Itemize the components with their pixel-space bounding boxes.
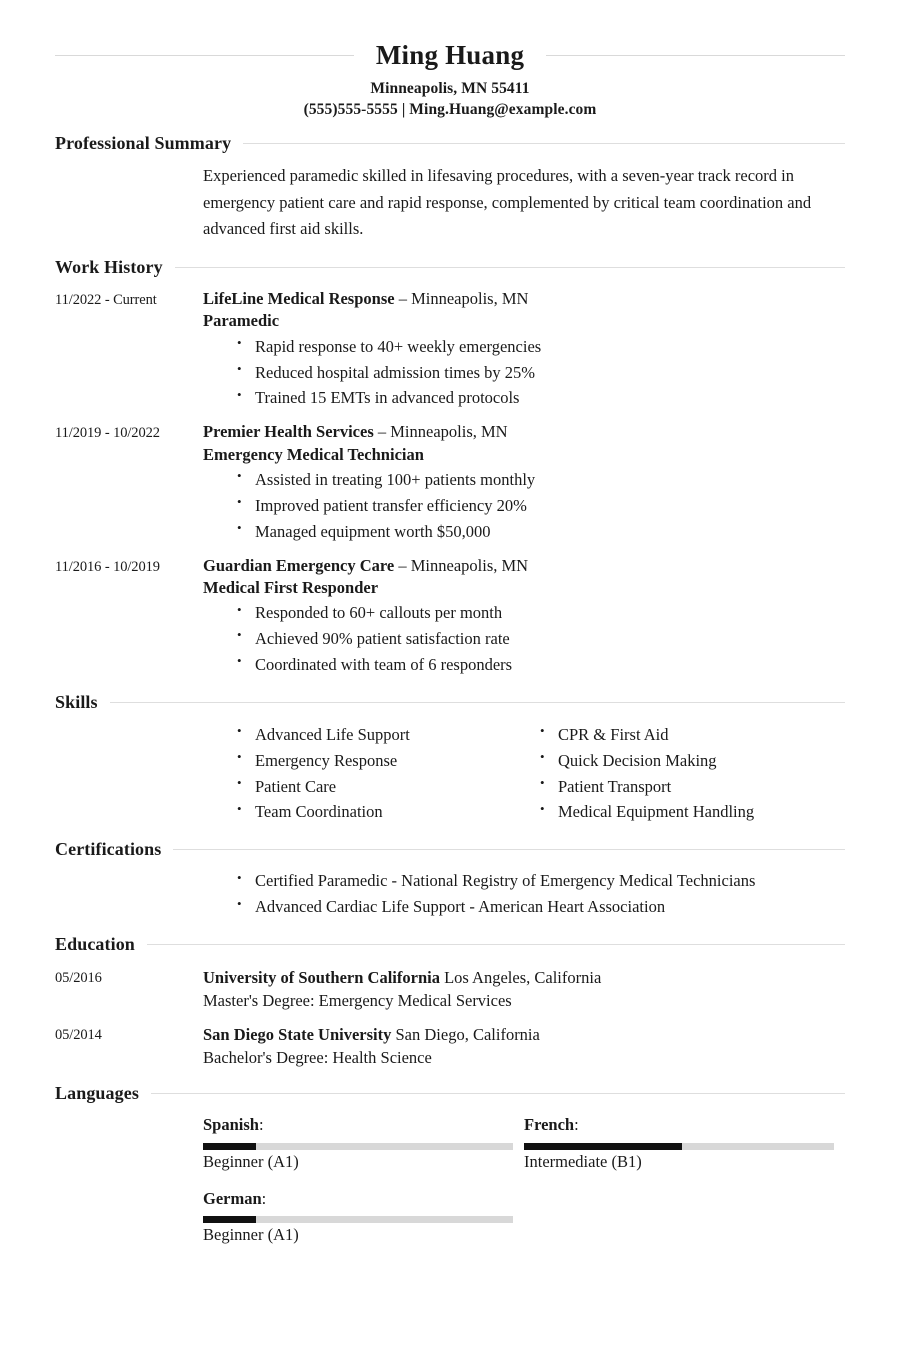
work-company: Guardian Emergency Care bbox=[203, 555, 395, 575]
education-details bbox=[203, 1023, 845, 1069]
language-column-right bbox=[524, 1113, 845, 1260]
work-company-line bbox=[203, 421, 845, 443]
work-separator: – bbox=[398, 555, 407, 575]
language-colon: : bbox=[261, 1188, 267, 1208]
education-school: University of Southern California bbox=[203, 968, 440, 988]
language-proficiency-bar bbox=[203, 1216, 513, 1223]
section-heading bbox=[55, 692, 845, 713]
section-heading bbox=[55, 839, 845, 860]
education-entry bbox=[55, 1023, 845, 1069]
skill-item: • Emergency Response bbox=[255, 748, 524, 774]
section-education bbox=[55, 934, 845, 1069]
education-entry bbox=[55, 966, 845, 1012]
work-bullet: • Reduced hospital admission times by 25% bbox=[255, 360, 845, 386]
certifications-list bbox=[203, 868, 845, 920]
candidate-contact: (555)555-5555 | Ming.Huang@example.com bbox=[303, 101, 597, 118]
section-skills bbox=[55, 692, 845, 826]
education-place: Los Angeles, California bbox=[444, 968, 602, 988]
skills-list bbox=[203, 722, 524, 826]
work-company-line bbox=[203, 555, 845, 577]
certification-item: • Certified Paramedic - National Registry of Emergency Medical Technicians bbox=[255, 868, 845, 894]
work-bullet: • Coordinated with team of 6 responders bbox=[255, 652, 845, 678]
section-rule bbox=[173, 849, 845, 850]
section-title: Skills bbox=[55, 691, 98, 712]
work-company: LifeLine Medical Response bbox=[203, 289, 395, 309]
work-dates: 11/2019 - 10/2022 bbox=[55, 425, 160, 442]
language-proficiency-fill bbox=[203, 1143, 256, 1150]
language-colon: : bbox=[574, 1115, 579, 1135]
work-bullet: • Trained 15 EMTs in advanced protocols bbox=[255, 385, 845, 411]
work-bullet: • Assisted in treating 100+ patients monthly bbox=[255, 467, 845, 493]
language-proficiency-fill bbox=[203, 1216, 256, 1223]
education-school: San Diego State University bbox=[203, 1025, 392, 1045]
name-row bbox=[55, 40, 845, 71]
language-level: Beginner (A1) bbox=[203, 1151, 299, 1171]
work-bullets bbox=[203, 334, 845, 412]
work-dates: 11/2016 - 10/2019 bbox=[55, 558, 160, 575]
work-entry bbox=[55, 555, 845, 678]
skill-item: • Patient Care bbox=[255, 774, 524, 800]
skill-item: • Medical Equipment Handling bbox=[558, 799, 845, 825]
candidate-name: Ming Huang bbox=[375, 40, 525, 70]
skill-item: • Advanced Life Support bbox=[255, 722, 524, 748]
education-degree: Bachelor's Degree: Health Science bbox=[203, 1048, 432, 1068]
skill-item: • Quick Decision Making bbox=[558, 748, 845, 774]
skill-item: • CPR & First Aid bbox=[558, 722, 845, 748]
skills-list bbox=[524, 722, 845, 826]
work-separator: – bbox=[398, 289, 407, 309]
language-item bbox=[524, 1113, 845, 1172]
skill-item: • Team Coordination bbox=[255, 799, 524, 825]
work-entry bbox=[55, 288, 845, 411]
work-bullet: • Improved patient transfer efficiency 20% bbox=[255, 493, 845, 519]
section-professional-summary bbox=[55, 133, 845, 243]
language-proficiency-fill bbox=[524, 1143, 682, 1150]
language-level: Intermediate (B1) bbox=[524, 1151, 642, 1171]
skills-body bbox=[55, 721, 845, 826]
work-location: Minneapolis, MN bbox=[410, 555, 529, 575]
work-role: Emergency Medical Technician bbox=[203, 444, 424, 464]
language-name-line bbox=[203, 1113, 524, 1136]
work-bullet: • Achieved 90% patient satisfaction rate bbox=[255, 626, 845, 652]
summary-body bbox=[55, 163, 845, 243]
section-rule bbox=[151, 1093, 845, 1094]
section-heading bbox=[55, 934, 845, 955]
language-item bbox=[203, 1187, 524, 1246]
work-bullet: • Rapid response to 40+ weekly emergencies bbox=[255, 334, 845, 360]
work-company-line bbox=[203, 288, 845, 310]
section-rule bbox=[147, 944, 845, 945]
section-title: Education bbox=[55, 934, 135, 955]
certifications-body bbox=[55, 868, 845, 920]
work-dates: 11/2022 - Current bbox=[55, 292, 157, 309]
education-place: San Diego, California bbox=[395, 1025, 540, 1045]
summary-text: Experienced paramedic skilled in lifesaving procedures, with a seven-year track record in emergency patient care and rapid response, complemented by critical team coordination and advanced first aid skills. bbox=[203, 166, 812, 239]
work-location: Minneapolis, MN bbox=[411, 289, 529, 309]
language-proficiency-bar bbox=[524, 1143, 834, 1150]
work-bullets bbox=[203, 600, 845, 678]
section-title: Certifications bbox=[55, 839, 162, 860]
resume-header bbox=[55, 40, 845, 119]
language-column-left bbox=[203, 1113, 524, 1260]
language-name: German bbox=[203, 1188, 262, 1208]
work-details bbox=[203, 288, 845, 411]
section-languages bbox=[55, 1083, 845, 1260]
header-rule-left bbox=[55, 55, 354, 56]
work-separator: – bbox=[377, 422, 387, 442]
language-name: French bbox=[524, 1115, 575, 1135]
education-school-line bbox=[203, 1023, 845, 1046]
skills-column-right bbox=[524, 721, 845, 826]
language-item bbox=[203, 1113, 524, 1172]
section-heading bbox=[55, 133, 845, 154]
section-rule bbox=[175, 267, 845, 268]
work-role: Medical First Responder bbox=[203, 577, 379, 597]
section-heading bbox=[55, 1083, 845, 1104]
education-date: 05/2016 bbox=[55, 970, 102, 987]
language-name: Spanish bbox=[203, 1115, 259, 1135]
section-heading bbox=[55, 257, 845, 278]
work-bullet: • Managed equipment worth $50,000 bbox=[255, 519, 845, 545]
language-colon: : bbox=[258, 1115, 264, 1135]
language-name-line bbox=[524, 1113, 845, 1136]
work-entry bbox=[55, 421, 845, 544]
section-certifications bbox=[55, 839, 845, 920]
section-title: Professional Summary bbox=[55, 133, 232, 153]
education-date: 05/2014 bbox=[55, 1027, 102, 1044]
education-details bbox=[203, 966, 845, 1012]
work-details bbox=[203, 421, 845, 544]
work-bullet: • Responded to 60+ callouts per month bbox=[255, 600, 845, 626]
skill-item: • Patient Transport bbox=[558, 774, 845, 800]
skills-column-left bbox=[203, 721, 524, 826]
languages-body bbox=[55, 1113, 845, 1260]
work-role: Paramedic bbox=[203, 311, 280, 331]
work-bullets bbox=[203, 467, 845, 545]
work-details bbox=[203, 555, 845, 678]
language-proficiency-bar bbox=[203, 1143, 513, 1150]
work-company: Premier Health Services bbox=[203, 422, 374, 442]
section-rule bbox=[243, 143, 845, 144]
section-title: Work History bbox=[55, 257, 163, 278]
section-rule bbox=[110, 702, 845, 703]
certification-item: • Advanced Cardiac Life Support - American Heart Association bbox=[255, 894, 845, 920]
education-school-line bbox=[203, 966, 845, 989]
education-degree: Master's Degree: Emergency Medical Services bbox=[203, 991, 512, 1011]
section-work-history bbox=[55, 257, 845, 678]
section-title: Languages bbox=[55, 1083, 139, 1104]
header-rule-right bbox=[546, 55, 845, 56]
language-name-line bbox=[203, 1187, 524, 1210]
work-location: Minneapolis, MN bbox=[390, 422, 508, 442]
language-level: Beginner (A1) bbox=[203, 1224, 299, 1244]
candidate-location: Minneapolis, MN 55411 bbox=[370, 80, 530, 97]
